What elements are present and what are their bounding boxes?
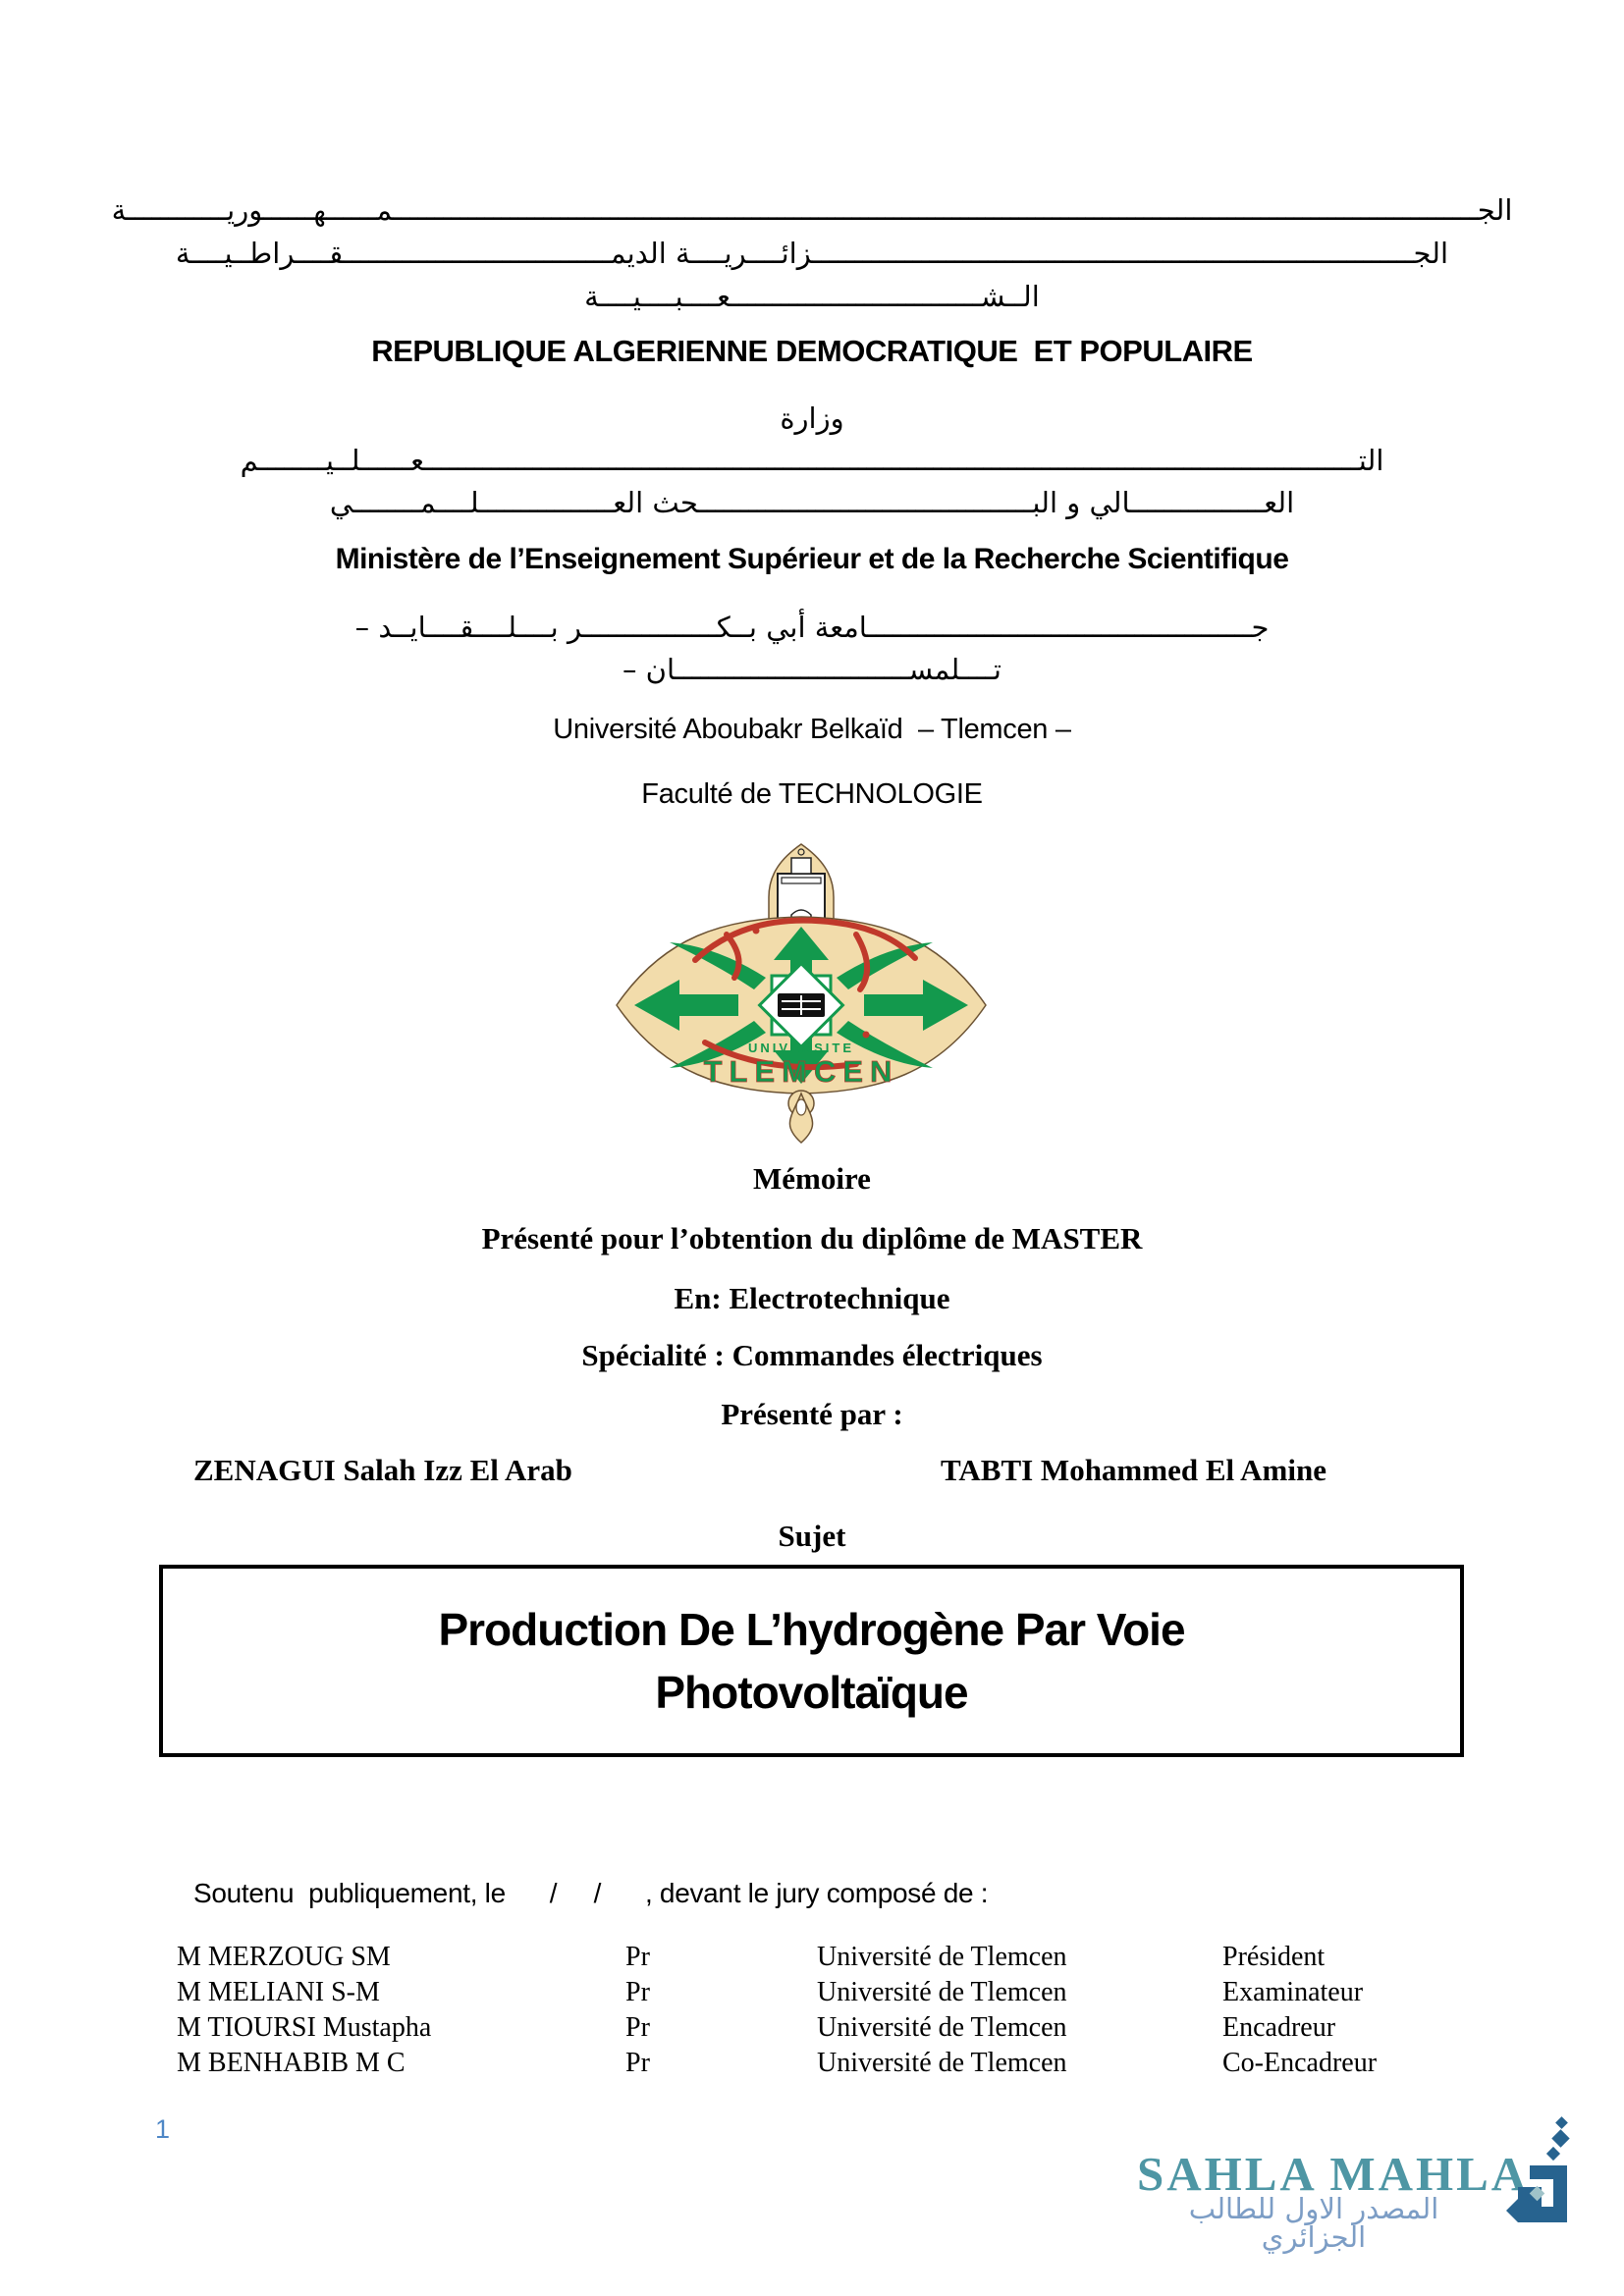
jury-grade: Pr <box>625 2048 650 2078</box>
jury-name: M MELIANI S-M <box>177 1977 380 2007</box>
emblem-text-tlemcen: TLEMCEN <box>703 1054 899 1089</box>
ministry-ar-word: وزارة <box>780 401 844 435</box>
university-name-fr: Université Aboubakr Belkaïd – Tlemcen – <box>553 714 1071 745</box>
jury-role: Président <box>1222 1942 1326 1972</box>
jury-row <box>0 1941 1624 1974</box>
subject-title-box <box>159 1565 1464 1757</box>
arabic-republic-line-3: الــشــــــــــــــــــــــــــــــعــــبــــيــــة <box>584 280 1040 313</box>
jury-affiliation: Université de Tlemcen <box>817 2048 1067 2078</box>
subject-title-line-1: Production De L’hydrogène Par Voie <box>438 1604 1185 1655</box>
jury-row <box>0 2047 1624 2080</box>
jury-affiliation: Université de Tlemcen <box>817 1942 1067 1972</box>
university-ar-line-1: جــــــــــــــــــــــــــــــــــــــــــــــامعة أبي بــكــــــــــــــــر بــــلــــقــــايــد – <box>354 611 1270 644</box>
memoire-line-specialite: Spécialité : Commandes électriques <box>581 1338 1043 1372</box>
jury-grade: Pr <box>625 2012 650 2043</box>
arabic-republic-line-2: الجــــــــــــــــــــــــــــــــــــــــــــــــــــــــــــــــــــــــزائــــريــــة الديمــــــــــــــــــــــــــــــــقــــراطــيــــة <box>175 237 1449 270</box>
ministry-title-fr: Ministère de l’Enseignement Supérieur et de la Recherche Scientifique <box>335 543 1289 575</box>
jury-grade: Pr <box>625 1942 650 1972</box>
university-ar-line-2: تــــلمســــــــــــــــــــــــــــان – <box>622 653 1002 686</box>
ministry-ar-line-1: التــــــــــــــــــــــــــــــــــــــــــــــــــــــــــــــــــــــــــــــــــــــــــــــــــــــــــــــــعــــــلــيــــــــم <box>240 444 1384 477</box>
jury-name: M BENHABIB M C <box>177 2048 406 2078</box>
emblem-text-universite: UNIVERSITE <box>747 1041 855 1055</box>
jury-affiliation: Université de Tlemcen <box>817 1977 1067 2007</box>
republic-title-fr: REPUBLIQUE ALGERIENNE DEMOCRATIQUE ET POPULAIRE <box>371 334 1253 368</box>
memoire-line-presente-par: Présenté par : <box>721 1397 903 1431</box>
author-left: ZENAGUI Salah Izz El Arab <box>193 1453 572 1487</box>
memoire-title: Mémoire <box>753 1161 871 1196</box>
brand-wordmark: SAHLA MAHLA <box>1137 2147 1530 2201</box>
subject-title-line-2: Photovoltaïque <box>655 1667 968 1718</box>
jury-grade: Pr <box>625 1977 650 2007</box>
memoire-line-obtention: Présenté pour l’obtention du diplôme de MASTER <box>481 1221 1143 1255</box>
jury-role: Encadreur <box>1222 2012 1336 2043</box>
jury-name: M MERZOUG SM <box>177 1942 391 1972</box>
author-right: TABTI Mohammed El Amine <box>941 1453 1326 1487</box>
jury-role: Examinateur <box>1222 1977 1364 2007</box>
emblem-center-star <box>760 964 843 1047</box>
page-number: 1 <box>155 2114 171 2144</box>
brand-logo-icon <box>1502 2116 1585 2234</box>
jury-affiliation: Université de Tlemcen <box>817 2012 1067 2043</box>
ministry-ar-line-2: العــــــــــــــــالي و البــــــــــــــــــــــــــــــــــــــــحث العــــــــــــــــلــــمــــــــي <box>329 486 1295 519</box>
jury-row <box>0 2011 1624 2045</box>
arabic-republic-line-1: الجــــــــــــــــــــــــــــــــــــــــــــــــــــــــــــــــــــــــــــــــــــــــــــــــــــــــــــــــــــــــــــــــــمــــــهــــــوريــــــــــــة <box>111 193 1513 227</box>
brand-tagline: المصدر الاول للطالب الجزائري <box>1188 2192 1439 2254</box>
subject-label: Sujet <box>778 1519 846 1553</box>
jury-name: M TIOURSI Mustapha <box>177 2012 432 2043</box>
university-logo <box>609 840 994 1145</box>
memoire-line-filiere: En: Electrotechnique <box>674 1281 950 1315</box>
jury-row <box>0 1976 1624 2009</box>
defense-intro: Soutenu publiquement, le / / , devant le jury composé de : <box>193 1878 989 1908</box>
jury-role: Co-Encadreur <box>1222 2048 1378 2078</box>
faculty-name: Faculté de TECHNOLOGIE <box>641 778 983 810</box>
